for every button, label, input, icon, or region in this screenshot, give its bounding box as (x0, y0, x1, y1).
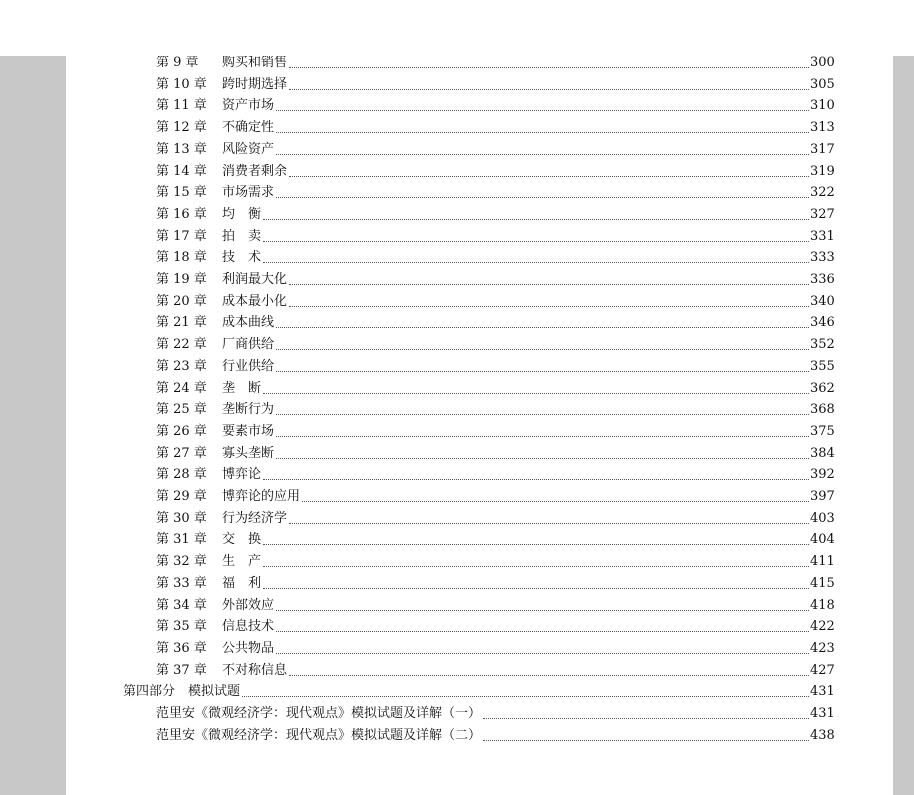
toc-dot-leader (483, 740, 809, 741)
toc-page-number: 305 (810, 74, 850, 96)
toc-chapter-number: 第 34 章 (156, 597, 207, 613)
toc-chapter-row[interactable] (66, 595, 893, 617)
toc-chapter-row[interactable] (66, 226, 893, 248)
toc-entry-title: 利润最大化 (222, 269, 289, 291)
toc-dot-leader (289, 67, 809, 68)
toc-page-number: 404 (810, 529, 850, 551)
toc-page-number: 313 (810, 117, 850, 139)
toc-chapter-row[interactable] (66, 117, 893, 139)
toc-chapter-row[interactable] (66, 660, 893, 682)
toc-entry-title: 不确定性 (222, 117, 276, 139)
toc-chapter-number: 第 35 章 (156, 619, 207, 635)
toc-page-number: 375 (810, 421, 850, 443)
toc-dot-leader (263, 544, 809, 545)
toc-page-number: 319 (810, 161, 850, 183)
toc-dot-leader (263, 588, 809, 589)
toc-dot-leader (263, 566, 809, 567)
toc-entry-title: 成本最小化 (222, 291, 289, 313)
toc-dot-leader (263, 241, 809, 242)
toc-chapter-number: 第 13 章 (156, 141, 207, 157)
toc-dot-leader (276, 110, 809, 111)
toc-entry-title: 交 换 (222, 529, 263, 551)
toc-chapter-row[interactable] (66, 356, 893, 378)
toc-page-number: 438 (810, 725, 850, 747)
toc-part-row[interactable] (66, 681, 893, 703)
toc-entry-title: 行为经济学 (222, 508, 289, 530)
toc-page-number: 322 (810, 182, 850, 204)
toc-chapter-number: 第 32 章 (156, 554, 207, 570)
toc-entry-title: 行业供给 (222, 356, 276, 378)
toc-dot-leader (276, 327, 809, 328)
toc-chapter-number: 第 27 章 (156, 445, 207, 461)
toc-chapter-number: 第 29 章 (156, 489, 207, 504)
toc-page-number: 403 (810, 508, 850, 530)
toc-dot-leader (263, 262, 809, 263)
toc-dot-leader (276, 197, 809, 198)
toc-chapter-row[interactable] (66, 508, 893, 530)
toc-dot-leader (289, 675, 809, 676)
toc-chapter-number: 第 37 章 (156, 662, 207, 678)
toc-chapter-number: 第 17 章 (156, 228, 207, 244)
toc-page-number: 397 (810, 486, 850, 508)
toc-dot-leader (289, 176, 809, 177)
toc-chapter-row[interactable] (66, 74, 893, 96)
toc-dot-leader (276, 631, 809, 632)
toc-entry-title: 外部效应 (222, 595, 276, 617)
toc-chapter-row[interactable] (66, 56, 893, 74)
document-viewer[interactable] (0, 56, 914, 795)
toc-page-number: 352 (810, 334, 850, 356)
toc-chapter-row[interactable] (66, 378, 893, 400)
toc-entry-title: 拍 卖 (222, 226, 263, 248)
toc-chapter-number: 第 26 章 (156, 423, 207, 439)
toc-chapter-number: 第 33 章 (156, 575, 207, 591)
toc-page-number: 362 (810, 378, 850, 400)
toc-chapter-row[interactable] (66, 573, 893, 595)
toc-dot-leader (483, 718, 809, 719)
toc-chapter-row[interactable] (66, 182, 893, 204)
toc-entry-title: 范里安《微观经济学：现代观点》模拟试题及详解（二） (156, 725, 483, 747)
toc-chapter-row[interactable] (66, 269, 893, 291)
document-page (66, 56, 893, 795)
toc-chapter-row[interactable] (66, 247, 893, 269)
toc-chapter-number: 第 10 章 (156, 76, 207, 92)
toc-entry-title: 技 术 (222, 247, 263, 269)
toc-chapter-number: 第 21 章 (156, 315, 207, 331)
toc-chapter-row[interactable] (66, 464, 893, 486)
toc-chapter-row[interactable] (66, 334, 893, 356)
toc-chapter-number: 第 30 章 (156, 510, 207, 526)
toc-entry-title: 跨时期选择 (222, 74, 289, 96)
toc-dot-leader (276, 349, 809, 350)
toc-page-number: 327 (810, 204, 850, 226)
toc-dot-leader (289, 89, 809, 90)
toc-page-number: 331 (810, 226, 850, 248)
toc-dot-leader (276, 653, 809, 654)
toc-entry-title: 垄断行为 (222, 399, 276, 421)
toc-page-number: 418 (810, 595, 850, 617)
toc-page-number: 346 (810, 312, 850, 334)
toc-subitem-row[interactable] (66, 703, 893, 725)
toc-chapter-row[interactable] (66, 529, 893, 551)
toc-page-number: 427 (810, 660, 850, 682)
toc-entry-title: 福 利 (222, 573, 263, 595)
toc-page-number: 355 (810, 356, 850, 378)
toc-entry-title: 公共物品 (222, 638, 276, 660)
toc-entry-title: 市场需求 (222, 182, 276, 204)
toc-page-number: 333 (810, 247, 850, 269)
toc-chapter-number: 第 19 章 (156, 272, 207, 287)
toc-chapter-row[interactable] (66, 486, 893, 508)
toc-entry-title: 博弈论 (222, 464, 263, 486)
toc-dot-leader (276, 154, 809, 155)
toc-chapter-row[interactable] (66, 638, 893, 660)
toc-chapter-row[interactable] (66, 421, 893, 443)
toc-chapter-number: 第 11 章 (156, 98, 207, 114)
toc-chapter-number: 第 25 章 (156, 402, 207, 418)
toc-page-number: 411 (810, 551, 850, 573)
toc-chapter-number: 第 12 章 (156, 120, 207, 136)
toc-entry-title: 要素市场 (222, 421, 276, 443)
toc-dot-leader (289, 306, 809, 307)
toc-dot-leader (276, 436, 809, 437)
toc-page-number: 423 (810, 638, 850, 660)
toc-chapter-number: 第 22 章 (156, 337, 207, 353)
toc-entry-title: 厂商供给 (222, 334, 276, 356)
toc-page-number: 422 (810, 616, 850, 638)
toc-page-number: 340 (810, 291, 850, 313)
toc-chapter-row[interactable] (66, 139, 893, 161)
toc-dot-leader (276, 414, 809, 415)
toc-subitem-row[interactable] (66, 725, 893, 747)
toc-entry-title: 风险资产 (222, 139, 276, 161)
toc-page-number: 384 (810, 443, 850, 465)
toc-dot-leader (289, 284, 809, 285)
toc-chapter-row[interactable] (66, 551, 893, 573)
toc-entry-title: 成本曲线 (222, 312, 276, 334)
toc-chapter-number: 第 15 章 (156, 185, 207, 201)
toc-entry-title: 范里安《微观经济学：现代观点》模拟试题及详解（一） (156, 703, 483, 725)
toc-page-number: 415 (810, 573, 850, 595)
toc-entry-title: 第四部分 模拟试题 (123, 681, 242, 703)
toc-chapter-number: 第 16 章 (156, 206, 207, 222)
toc-dot-leader (263, 479, 809, 480)
toc-chapter-row[interactable] (66, 616, 893, 638)
toc-entry-title: 消费者剩余 (222, 161, 289, 183)
toc-entry-title: 均 衡 (222, 204, 263, 226)
toc-dot-leader (276, 610, 809, 611)
toc-dot-leader (263, 219, 809, 220)
toc-chapter-number: 第 36 章 (156, 640, 207, 656)
toc-chapter-number: 第 31 章 (156, 532, 207, 548)
toc-entry-title: 购买和销售 (222, 56, 289, 74)
toc-entry-title: 生 产 (222, 551, 263, 573)
toc-entry-title: 信息技术 (222, 616, 276, 638)
toc-dot-leader (302, 501, 809, 502)
toc-chapter-row[interactable] (66, 291, 893, 313)
toc-entry-title: 博弈论的应用 (222, 486, 302, 508)
toc-chapter-row[interactable] (66, 312, 893, 334)
toc-page-number: 431 (810, 681, 850, 703)
toc-entry-title: 不对称信息 (222, 660, 289, 682)
toc-chapter-row[interactable] (66, 443, 893, 465)
toc-chapter-number: 第 18 章 (156, 250, 207, 266)
toc-chapter-number: 第 9 章 (156, 56, 199, 70)
toc-page-number: 336 (810, 269, 850, 291)
toc-page-number: 368 (810, 399, 850, 421)
toc-entry-title: 垄 断 (222, 378, 263, 400)
toc-dot-leader (276, 371, 809, 372)
toc-page-number: 392 (810, 464, 850, 486)
toc-chapter-row[interactable] (66, 399, 893, 421)
toc-page-number: 300 (810, 56, 850, 74)
toc-page-number: 431 (810, 703, 850, 725)
toc-chapter-row[interactable] (66, 161, 893, 183)
toc-chapter-number: 第 23 章 (156, 358, 207, 374)
toc-dot-leader (276, 458, 809, 459)
toc-dot-leader (276, 132, 809, 133)
toc-dot-leader (289, 523, 809, 524)
toc-page-number: 317 (810, 139, 850, 161)
toc-chapter-number: 第 20 章 (156, 293, 207, 309)
toc-entry-title: 寡头垄断 (222, 443, 276, 465)
toc-chapter-row[interactable] (66, 204, 893, 226)
toc-chapter-row[interactable] (66, 95, 893, 117)
toc-chapter-number: 第 14 章 (156, 163, 207, 179)
toc-page-number: 310 (810, 95, 850, 117)
toc-chapter-number: 第 24 章 (156, 380, 207, 396)
toc-entry-title: 资产市场 (222, 95, 276, 117)
toc-dot-leader (242, 696, 809, 697)
toc-chapter-number: 第 28 章 (156, 467, 207, 483)
toc-dot-leader (263, 393, 809, 394)
